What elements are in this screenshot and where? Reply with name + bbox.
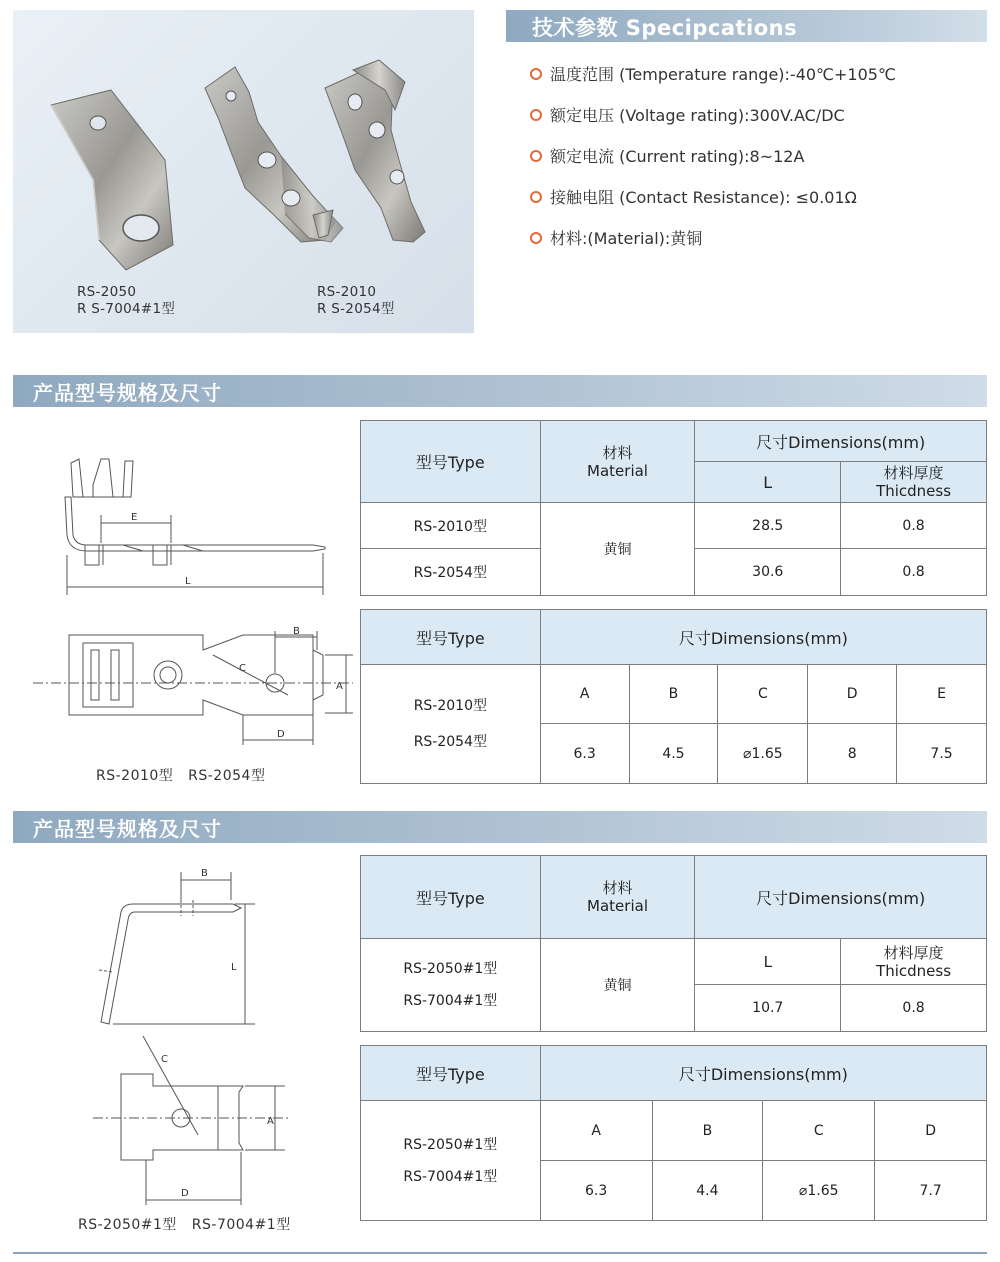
cell-types [361, 1101, 541, 1221]
header-dimensions: 尺寸Dimensions(mm) [540, 1046, 986, 1101]
spec-item-text: 额定电压 (Voltage rating):300V.AC/DC [550, 106, 845, 125]
col-D: D [875, 1101, 987, 1161]
dim-label-C: C [161, 1054, 168, 1065]
spec-item-resistance [530, 185, 857, 208]
dim-label-A: A [267, 1116, 274, 1127]
photo-label-1 [77, 284, 175, 318]
cell-type-1: RS-2050#1型 [403, 961, 498, 977]
cell-thickness: 0.8 [841, 549, 987, 596]
header-thickness-en: Thicdness [876, 482, 952, 500]
section1-table2 [360, 609, 987, 784]
cell-type-2: RS-7004#1型 [403, 993, 498, 1009]
photo-label-1-line1: RS-2050 [77, 284, 137, 300]
header-thickness [841, 939, 987, 985]
cell-types [361, 665, 541, 784]
header-thickness-en: Thicdness [876, 961, 952, 980]
section2-drawing [13, 860, 358, 1220]
val-D: 8 [808, 724, 897, 784]
section1-title: 产品型号规格及尺寸 [33, 381, 222, 405]
cell-types [361, 939, 541, 1032]
spec-item-text: 接触电阻 (Contact Resistance): ≤0.01Ω [550, 188, 857, 207]
spec-item-material [530, 226, 702, 249]
spec-title: 技术参数 Specipcations [532, 16, 798, 40]
dim-label-L: L [185, 576, 191, 587]
val-A: 6.3 [540, 1161, 652, 1221]
header-L: L [695, 462, 841, 503]
section2-table2 [360, 1045, 987, 1221]
col-E: E [897, 665, 987, 724]
photo-label-2 [317, 284, 395, 318]
section2-drawing-caption: RS-2050#1型 RS-7004#1型 [78, 1217, 291, 1233]
photo-label-1-line2: R S-7004#1型 [77, 301, 176, 317]
cell-L: 30.6 [695, 549, 841, 596]
spec-item-text: 材料:(Material):黄铜 [550, 229, 703, 248]
header-material [540, 421, 695, 503]
col-A: A [540, 1101, 652, 1161]
dim-label-C: C [239, 663, 246, 674]
header-material-cn: 材料 [602, 879, 633, 897]
col-A: A [540, 665, 629, 724]
header-dimensions: 尺寸Dimensions(mm) [695, 856, 987, 939]
val-B: 4.4 [652, 1161, 763, 1221]
cell-type-1: RS-2010型 [413, 698, 487, 714]
part-rs2054-photo [313, 60, 425, 242]
col-C: C [718, 665, 808, 724]
dim-label-B: B [201, 868, 208, 879]
section1-header [13, 375, 987, 407]
bullet-icon [530, 232, 542, 244]
val-B: 4.5 [629, 724, 718, 784]
cell-type-2: RS-2054型 [413, 734, 487, 750]
header-material-en: Material [587, 897, 648, 915]
table-row [361, 503, 987, 549]
dim-label-A: A [336, 681, 343, 692]
dim-label-L: L [231, 962, 237, 973]
val-D: 7.7 [875, 1161, 987, 1221]
bullet-icon [530, 191, 542, 203]
spec-item-text: 额定电流 (Current rating):8~12A [550, 147, 805, 166]
bottom-divider [13, 1252, 987, 1254]
cell-material: 黄铜 [540, 939, 695, 1032]
spec-item-current [530, 144, 804, 167]
bullet-icon [530, 150, 542, 162]
cell-thickness: 0.8 [841, 503, 987, 549]
spec-header [506, 10, 987, 42]
cell-L: 28.5 [695, 503, 841, 549]
col-D: D [808, 665, 897, 724]
header-type: 型号Type [361, 856, 541, 939]
part-rs2050-photo [51, 90, 173, 270]
cell-thickness: 0.8 [841, 985, 987, 1032]
val-E: 7.5 [897, 724, 987, 784]
dim-label-B: B [293, 626, 300, 637]
cell-type: RS-2054型 [361, 549, 541, 596]
bullet-icon [530, 68, 542, 80]
header-dimensions: 尺寸Dimensions(mm) [540, 610, 986, 665]
header-thickness [841, 462, 987, 503]
val-C: ⌀1.65 [718, 724, 808, 784]
header-type: 型号Type [361, 1046, 541, 1101]
header-material-en: Material [587, 461, 648, 480]
section2-title: 产品型号规格及尺寸 [33, 817, 222, 841]
product-photo-panel [13, 10, 474, 333]
col-B: B [629, 665, 718, 724]
section2-header [13, 811, 987, 843]
section1-table1 [360, 420, 987, 596]
val-C: ⌀1.65 [763, 1161, 875, 1221]
val-A: 6.3 [540, 724, 629, 784]
header-L: L [695, 939, 841, 985]
section2-table1 [360, 855, 987, 1032]
section1-drawing-caption: RS-2010型 RS-2054型 [96, 768, 266, 784]
cell-type-1: RS-2050#1型 [403, 1136, 498, 1153]
cell-L: 10.7 [695, 985, 841, 1032]
col-B: B [652, 1101, 763, 1161]
photo-label-2-line1: RS-2010 [317, 284, 377, 300]
header-material-cn: 材料 [602, 443, 633, 462]
photo-label-2-line2: R S-2054型 [317, 301, 395, 317]
section1-drawing [13, 445, 358, 790]
header-thickness-cn: 材料厚度 [883, 464, 944, 482]
spec-item-temperature [530, 62, 896, 85]
cell-material: 黄铜 [540, 503, 695, 596]
dim-label-D: D [181, 1188, 189, 1199]
dim-label-E: E [131, 512, 138, 523]
header-material [540, 856, 695, 939]
dim-label-D: D [277, 729, 285, 740]
cell-type: RS-2010型 [361, 503, 541, 549]
cell-type-2: RS-7004#1型 [403, 1168, 498, 1185]
header-thickness-cn: 材料厚度 [883, 943, 944, 962]
header-type: 型号Type [361, 610, 541, 665]
spec-item-voltage [530, 103, 845, 126]
col-C: C [763, 1101, 875, 1161]
header-dimensions: 尺寸Dimensions(mm) [695, 421, 987, 462]
bullet-icon [530, 109, 542, 121]
spec-item-text: 温度范围 (Temperature range):-40℃+105℃ [550, 65, 896, 84]
header-type: 型号Type [361, 421, 541, 503]
